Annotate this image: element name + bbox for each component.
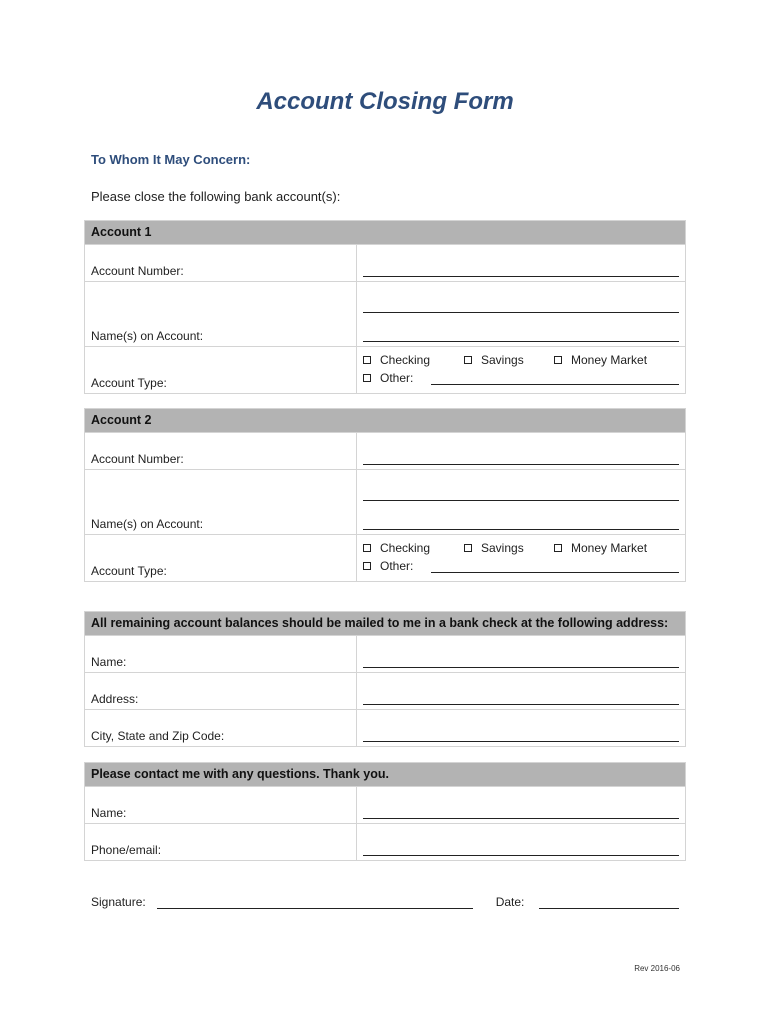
checkbox-icon: [554, 544, 562, 552]
account-number-label: Account Number:: [85, 245, 357, 281]
account-1-header: Account 1: [85, 221, 685, 244]
account-2-names-field-1[interactable]: [363, 500, 679, 501]
account-1-money-market-option[interactable]: Money Market: [554, 353, 647, 367]
salutation: To Whom It May Concern:: [91, 152, 251, 167]
mailing-name-label: Name:: [85, 636, 357, 672]
mailing-city-label: City, State and Zip Code:: [85, 710, 357, 746]
mailing-section: [84, 611, 686, 747]
contact-section: [84, 762, 686, 861]
account-1-names-row: [85, 281, 685, 346]
account-2-money-market-option[interactable]: Money Market: [554, 541, 647, 555]
account-2-other-option[interactable]: Other:: [363, 559, 413, 573]
account-type-label: Account Type:: [85, 347, 357, 393]
account-2-names-row: [85, 469, 685, 534]
revision-label: Rev 2016-06: [634, 964, 680, 973]
account-2-number-field[interactable]: [363, 464, 679, 465]
date-label: Date:: [495, 895, 525, 909]
account-1-number-field[interactable]: [363, 276, 679, 277]
checkbox-icon: [554, 356, 562, 364]
checkbox-icon: [363, 544, 371, 552]
account-2-savings-option[interactable]: Savings: [464, 541, 554, 555]
account-1-number-row: [85, 244, 685, 281]
account-2-checking-option[interactable]: Checking: [363, 541, 464, 555]
signature-row: [91, 894, 679, 909]
form-title: Account Closing Form: [256, 88, 514, 115]
account-1-savings-option[interactable]: Savings: [464, 353, 554, 367]
account-1-checking-option[interactable]: Checking: [363, 353, 464, 367]
contact-phone-row: [85, 823, 685, 860]
account-2-number-row: [85, 432, 685, 469]
account-1-names-field-2[interactable]: [363, 341, 679, 342]
account-2-names-field-2[interactable]: [363, 529, 679, 530]
checkbox-icon: [363, 562, 371, 570]
account-2-other-field[interactable]: [431, 559, 679, 573]
checkbox-icon: [363, 374, 371, 382]
contact-name-row: [85, 786, 685, 823]
contact-phone-label: Phone/email:: [85, 824, 357, 860]
mailing-name-field[interactable]: [363, 667, 679, 668]
account-1-other-option[interactable]: Other:: [363, 371, 413, 385]
mailing-name-row: [85, 635, 685, 672]
signature-field[interactable]: [157, 894, 473, 909]
account-1-type-row: [85, 346, 685, 393]
contact-name-field[interactable]: [363, 818, 679, 819]
mailing-address-label: Address:: [85, 673, 357, 709]
checkbox-icon: [363, 356, 371, 364]
date-field[interactable]: [539, 894, 679, 909]
contact-name-label: Name:: [85, 787, 357, 823]
account-2-section: [84, 408, 686, 582]
signature-label: Signature:: [91, 895, 146, 909]
account-number-label: Account Number:: [85, 433, 357, 469]
account-2-header: Account 2: [85, 409, 685, 432]
checkbox-icon: [464, 544, 472, 552]
account-1-names-field-1[interactable]: [363, 312, 679, 313]
names-on-account-label: Name(s) on Account:: [85, 470, 357, 534]
intro-text: Please close the following bank account(s):: [91, 189, 341, 204]
mailing-address-field[interactable]: [363, 704, 679, 705]
contact-header: Please contact me with any questions. Thank you.: [85, 763, 685, 786]
account-type-label: Account Type:: [85, 535, 357, 581]
mailing-city-field[interactable]: [363, 741, 679, 742]
account-1-other-field[interactable]: [431, 371, 679, 385]
account-1-section: [84, 220, 686, 394]
account-2-type-row: [85, 534, 685, 581]
mailing-city-row: [85, 709, 685, 746]
mailing-address-row: [85, 672, 685, 709]
mailing-header: All remaining account balances should be mailed to me in a bank check at the following address:: [85, 612, 685, 635]
contact-phone-field[interactable]: [363, 855, 679, 856]
checkbox-icon: [464, 356, 472, 364]
names-on-account-label: Name(s) on Account:: [85, 282, 357, 346]
